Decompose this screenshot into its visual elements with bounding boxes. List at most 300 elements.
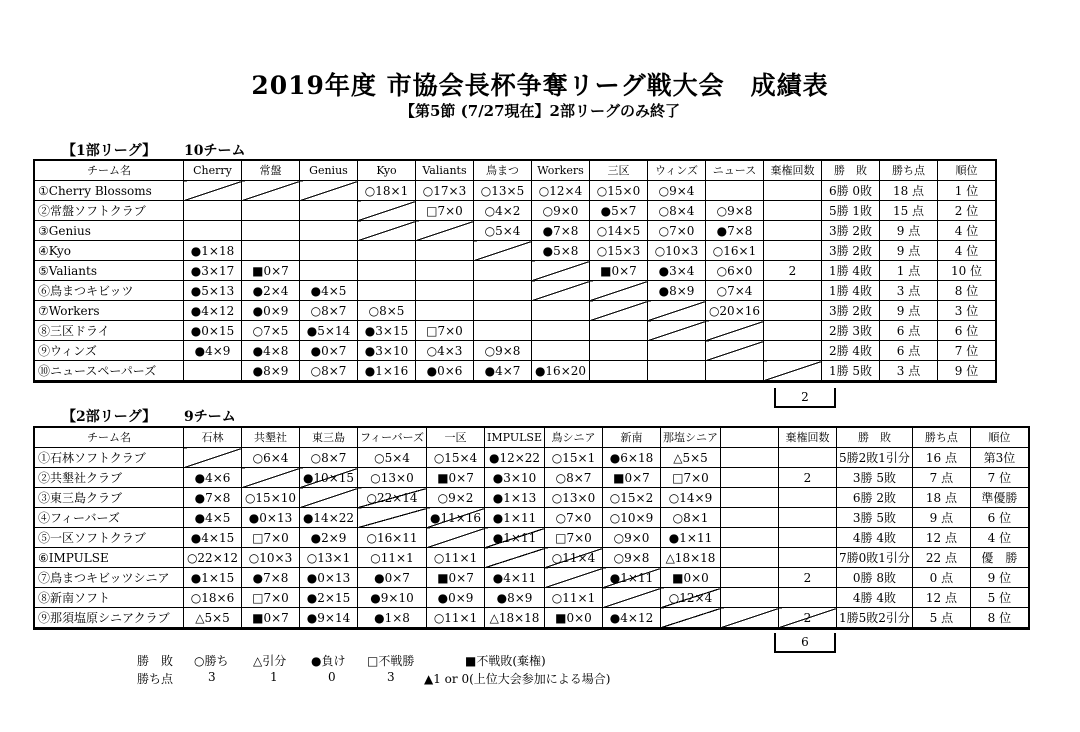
forfeit-count-cell [764,281,822,301]
rank-cell: 6 位 [970,508,1028,528]
match-result-cell [300,201,358,221]
forfeit-count-cell [779,508,837,528]
match-result-cell: ■0×7 [590,261,648,281]
match-result-cell: ●1×13 [485,488,545,508]
match-result-cell: ○9×0 [603,528,661,548]
forfeit-count-cell [779,488,837,508]
points-cell: 9 点 [880,221,938,241]
points-cell: 3 点 [880,281,938,301]
match-result-cell [474,301,532,321]
points-cell: 5 点 [912,608,970,629]
league2-table [34,427,1029,629]
forfeit-count-cell [764,201,822,221]
table-row [35,281,996,301]
legend-points-head: 勝ち点 [137,672,174,686]
team-name-cell: ⑨ウィンズ [35,341,184,361]
match-result-cell: ●4×12 [184,301,242,321]
points-cell: 22 点 [912,548,970,568]
match-result-cell: ●8×9 [242,361,300,382]
table-row [35,548,1029,568]
forfeit-count-cell: 2 [779,468,837,488]
match-result-cell: ○13×1 [300,548,358,568]
match-result-cell: ●3×17 [184,261,242,281]
header-cell: 東三島 [300,428,358,448]
league2-label: 【2部リーグ】 [62,409,157,425]
match-result-cell [184,361,242,382]
page-title: 2019年度 市協会長杯争奪リーグ戦大会 成績表 [251,71,829,100]
match-result-cell: △18×18 [661,548,721,568]
team-name-cell: ④フィーバーズ [35,508,184,528]
page-subtitle: 【第5節 (7/27現在】2部リーグのみ終了 [400,102,680,120]
rank-cell: 2 位 [938,201,996,221]
table-row [35,261,996,281]
match-result-cell: ○10×9 [603,508,661,528]
rank-cell: 優 勝 [970,548,1028,568]
match-result-cell [184,448,242,468]
match-result-cell: ●1×15 [184,568,242,588]
match-result-cell: ○13×0 [545,488,603,508]
points-cell: 9 点 [880,241,938,261]
match-result-cell: ○8×7 [300,361,358,382]
points-cell: 15 点 [880,201,938,221]
points-cell: 0 点 [912,568,970,588]
match-result-cell: ○4×3 [416,341,474,361]
match-result-cell: ●7×8 [184,488,242,508]
match-result-cell: ●4×5 [300,281,358,301]
match-result-cell: ●9×10 [358,588,427,608]
match-result-cell [590,361,648,382]
match-result-cell [721,608,779,629]
header-cell: 那塩シニア [661,428,721,448]
legend-lose: ●負け [311,654,346,668]
points-cell: 1 点 [880,261,938,281]
table-row [35,448,1029,468]
match-result-cell: ■0×0 [661,568,721,588]
header-cell: Genius [300,161,358,181]
rank-cell: 1 位 [938,181,996,201]
legend [0,652,1080,692]
match-result-cell: ○11×4 [545,548,603,568]
match-result-cell: ○17×3 [416,181,474,201]
match-result-cell: ○7×0 [648,221,706,241]
match-result-cell [648,341,706,361]
header-cell: 一区 [427,428,485,448]
match-result-cell: △18×18 [485,608,545,629]
header-cell [721,428,779,448]
team-name-cell: ①Cherry Blossoms [35,181,184,201]
table-row [35,201,996,221]
forfeit-count-cell [779,548,837,568]
forfeit-count-cell [764,221,822,241]
table-row [35,221,996,241]
win-loss-cell: 2勝 3敗 [822,321,880,341]
team-name-cell: ③Genius [35,221,184,241]
match-result-cell [532,261,590,281]
match-result-cell [300,241,358,261]
match-result-cell: ○6×0 [706,261,764,281]
match-result-cell: ○9×4 [648,181,706,201]
legend-win: ○勝ち [194,654,229,668]
match-result-cell [532,341,590,361]
league2-count: 9チーム [184,409,236,425]
match-result-cell: ○7×5 [242,321,300,341]
match-result-cell [416,221,474,241]
points-cell: 16 点 [912,448,970,468]
match-result-cell: ●0×13 [300,568,358,588]
match-result-cell [474,281,532,301]
forfeit-count-cell [779,448,837,468]
forfeit-count-cell [779,588,837,608]
match-result-cell: ○9×8 [603,548,661,568]
match-result-cell [721,468,779,488]
match-result-cell [706,321,764,341]
match-result-cell: ●0×7 [358,568,427,588]
win-loss-cell: 0勝 8敗 [837,568,913,588]
legend-result-head: 勝 敗 [137,654,174,668]
match-result-cell: ●5×14 [300,321,358,341]
match-result-cell [532,301,590,321]
match-result-cell: ●14×22 [300,508,358,528]
match-result-cell [706,181,764,201]
legend-points-draw: 1 [270,670,278,684]
team-name-cell: ③東三島クラブ [35,488,184,508]
team-name-cell: ⑦鳥まつキビッツシニア [35,568,184,588]
forfeit-count-cell [764,301,822,321]
header-cell: 三区 [590,161,648,181]
win-loss-cell: 3勝 2敗 [822,301,880,321]
match-result-cell: ●0×13 [242,508,300,528]
win-loss-cell: 7勝0敗1引分 [837,548,913,568]
header-cell: 勝 敗 [822,161,880,181]
match-result-cell: ○15×2 [603,488,661,508]
rank-cell: 5 位 [970,588,1028,608]
team-name-cell: ⑤一区ソフトクラブ [35,528,184,548]
match-result-cell: ●1×11 [485,528,545,548]
match-result-cell: ●5×7 [590,201,648,221]
header-cell: 順位 [970,428,1028,448]
match-result-cell [358,221,416,241]
header-cell: 棄権回数 [779,428,837,448]
match-result-cell [427,528,485,548]
match-result-cell: □7×0 [242,588,300,608]
match-result-cell: ●3×4 [648,261,706,281]
match-result-cell [474,261,532,281]
header-cell: 共墾社 [242,428,300,448]
match-result-cell [184,201,242,221]
header-cell: Valiants [416,161,474,181]
team-name-cell: ④Kyo [35,241,184,261]
match-result-cell: □7×0 [416,201,474,221]
header-cell: 常盤 [242,161,300,181]
header-cell: Workers [532,161,590,181]
points-cell: 12 点 [912,588,970,608]
match-result-cell: ■0×7 [242,608,300,629]
match-result-cell: ○13×0 [358,468,427,488]
match-result-cell: ●1×11 [603,568,661,588]
rank-cell: 3 位 [938,301,996,321]
match-result-cell: ●9×14 [300,608,358,629]
header-cell: 順位 [938,161,996,181]
win-loss-cell: 3勝 2敗 [822,241,880,261]
match-result-cell: ●2×9 [300,528,358,548]
forfeit-count-cell [764,241,822,261]
match-result-cell: ●2×15 [300,588,358,608]
points-cell: 7 点 [912,468,970,488]
header-cell: フィーバーズ [358,428,427,448]
match-result-cell: □7×0 [545,528,603,548]
match-result-cell [184,221,242,241]
match-result-cell: ○18×6 [184,588,242,608]
match-result-cell [590,281,648,301]
table-row [35,568,1029,588]
match-result-cell: ●5×8 [532,241,590,261]
league2-forfeit-total: 6 [774,633,836,653]
match-result-cell [358,201,416,221]
match-result-cell [416,301,474,321]
match-result-cell: ■0×7 [427,468,485,488]
legend-draw: △引分 [253,654,287,668]
forfeit-count-cell: 2 [764,261,822,281]
match-result-cell [545,568,603,588]
header-cell: 鳥まつ [474,161,532,181]
match-result-cell: ●0×7 [300,341,358,361]
league1-forfeit-total: 2 [774,388,836,408]
win-loss-cell: 1勝5敗2引分 [837,608,913,629]
table-row [35,468,1029,488]
match-result-cell: ○14×5 [590,221,648,241]
forfeit-count-cell [779,528,837,548]
legend-points-lose: 0 [328,670,336,684]
rank-cell: 9 位 [938,361,996,382]
win-loss-cell: 1勝 5敗 [822,361,880,382]
match-result-cell: ○9×8 [706,201,764,221]
match-result-cell: ○7×0 [545,508,603,528]
rank-cell: 9 位 [970,568,1028,588]
header-cell: 鳥シニア [545,428,603,448]
match-result-cell [603,588,661,608]
header-cell: Kyo [358,161,416,181]
match-result-cell [721,488,779,508]
match-result-cell: ●1×16 [358,361,416,382]
points-cell: 18 点 [880,181,938,201]
match-result-cell: ●5×13 [184,281,242,301]
match-result-cell [721,568,779,588]
match-result-cell [532,321,590,341]
match-result-cell: ●1×11 [485,508,545,528]
table-row [35,341,996,361]
header-cell: IMPULSE [485,428,545,448]
header-cell: チーム名 [35,428,184,448]
legend-points-win: 3 [208,670,216,684]
match-result-cell [358,261,416,281]
match-result-cell: ■0×7 [242,261,300,281]
match-result-cell: ○16×1 [706,241,764,261]
match-result-cell [358,241,416,261]
match-result-cell: ○8×1 [661,508,721,528]
match-result-cell [590,321,648,341]
match-result-cell: ○15×3 [590,241,648,261]
match-result-cell [661,608,721,629]
match-result-cell: ○10×3 [242,548,300,568]
match-result-cell [721,588,779,608]
match-result-cell [474,321,532,341]
match-result-cell [648,361,706,382]
win-loss-cell: 3勝 5敗 [837,508,913,528]
match-result-cell [300,221,358,241]
match-result-cell: ○15×10 [242,488,300,508]
rank-cell: 7 位 [938,341,996,361]
match-result-cell: ○8×4 [648,201,706,221]
match-result-cell: ■0×0 [545,608,603,629]
match-result-cell: ○10×3 [648,241,706,261]
win-loss-cell: 6勝 2敗 [837,488,913,508]
match-result-cell: ○20×16 [706,301,764,321]
rank-cell: 10 位 [938,261,996,281]
rank-cell: 4 位 [938,241,996,261]
rank-cell: 4 位 [938,221,996,241]
header-cell: 勝ち点 [880,161,938,181]
table-row [35,508,1029,528]
match-result-cell: ●3×10 [358,341,416,361]
win-loss-cell: 3勝 2敗 [822,221,880,241]
match-result-cell: ●7×8 [706,221,764,241]
match-result-cell: ○15×4 [427,448,485,468]
match-result-cell: ○18×1 [358,181,416,201]
header-row [35,428,1029,448]
match-result-cell: ●4×12 [603,608,661,629]
match-result-cell [184,181,242,201]
points-cell: 9 点 [880,301,938,321]
header-cell: Cherry [184,161,242,181]
match-result-cell: ○8×7 [300,301,358,321]
header-cell: 勝ち点 [912,428,970,448]
match-result-cell [300,261,358,281]
match-result-cell: ○11×1 [545,588,603,608]
match-result-cell: ●0×9 [427,588,485,608]
win-loss-cell: 4勝 4敗 [837,588,913,608]
match-result-cell [416,261,474,281]
points-cell: 18 点 [912,488,970,508]
match-result-cell: ●16×20 [532,361,590,382]
match-result-cell: ●4×6 [184,468,242,488]
forfeit-count-cell [764,341,822,361]
match-result-cell: ●11×16 [427,508,485,528]
match-result-cell: ○14×9 [661,488,721,508]
header-cell: 勝 敗 [837,428,913,448]
match-result-cell: ●8×9 [485,588,545,608]
points-cell: 3 点 [880,361,938,382]
match-result-cell: ●0×9 [242,301,300,321]
win-loss-cell: 5勝2敗1引分 [837,448,913,468]
header-row [35,161,996,181]
match-result-cell: ●6×18 [603,448,661,468]
match-result-cell [590,301,648,321]
match-result-cell: ○22×12 [184,548,242,568]
forfeit-count-cell [764,181,822,201]
team-name-cell: ⑤Valiants [35,261,184,281]
legend-note: ▲1 or 0(上位大会参加による場合) [424,672,611,686]
match-result-cell [648,301,706,321]
match-result-cell: ○6×4 [242,448,300,468]
match-result-cell: ○12×4 [661,588,721,608]
match-result-cell: □7×0 [661,468,721,488]
match-result-cell [706,341,764,361]
team-name-cell: ⑧新南ソフト [35,588,184,608]
win-loss-cell: 6勝 0敗 [822,181,880,201]
match-result-cell: ○15×0 [590,181,648,201]
match-result-cell: △5×5 [184,608,242,629]
match-result-cell: ○9×8 [474,341,532,361]
match-result-cell: ●1×11 [661,528,721,548]
match-result-cell: ●8×9 [648,281,706,301]
team-name-cell: ②常盤ソフトクラブ [35,201,184,221]
win-loss-cell: 3勝 5敗 [837,468,913,488]
match-result-cell: ●4×15 [184,528,242,548]
match-result-cell: ○9×2 [427,488,485,508]
forfeit-count-cell [764,361,822,382]
match-result-cell [721,528,779,548]
match-result-cell: ●10×15 [300,468,358,488]
table-row [35,588,1029,608]
match-result-cell: □7×0 [416,321,474,341]
match-result-cell [721,548,779,568]
match-result-cell: ●7×8 [532,221,590,241]
header-cell: ウィンズ [648,161,706,181]
match-result-cell: ○7×4 [706,281,764,301]
match-result-cell: ○22×14 [358,488,427,508]
match-result-cell: ○8×7 [300,448,358,468]
match-result-cell [242,241,300,261]
legend-points-forfeit-win: 3 [387,670,395,684]
match-result-cell [358,281,416,301]
match-result-cell: ●12×22 [485,448,545,468]
win-loss-cell: 4勝 4敗 [837,528,913,548]
match-result-cell: ○5×4 [358,448,427,468]
match-result-cell [300,181,358,201]
match-result-cell: ○5×4 [474,221,532,241]
match-result-cell [532,281,590,301]
header-cell: チーム名 [35,161,184,181]
match-result-cell [416,241,474,261]
team-name-cell: ⑥鳥まつキビッツ [35,281,184,301]
match-result-cell: ●0×6 [416,361,474,382]
match-result-cell [242,201,300,221]
table-row [35,361,996,382]
match-result-cell: ●1×8 [358,608,427,629]
match-result-cell [242,468,300,488]
match-result-cell [590,341,648,361]
match-result-cell: ●3×10 [485,468,545,488]
match-result-cell [358,508,427,528]
match-result-cell [706,361,764,382]
table-row [35,301,996,321]
match-result-cell [485,548,545,568]
match-result-cell: ●1×18 [184,241,242,261]
points-cell: 6 点 [880,321,938,341]
league1-table [34,160,996,382]
team-name-cell: ⑧三区ドライ [35,321,184,341]
match-result-cell: △5×5 [661,448,721,468]
forfeit-count-cell [764,321,822,341]
header-cell: ニュース [706,161,764,181]
points-cell: 12 点 [912,528,970,548]
win-loss-cell: 1勝 4敗 [822,281,880,301]
points-cell: 6 点 [880,341,938,361]
league1-count: 10チーム [184,143,246,159]
match-result-cell: ○13×5 [474,181,532,201]
rank-cell: 8 位 [938,281,996,301]
match-result-cell: ●4×11 [485,568,545,588]
